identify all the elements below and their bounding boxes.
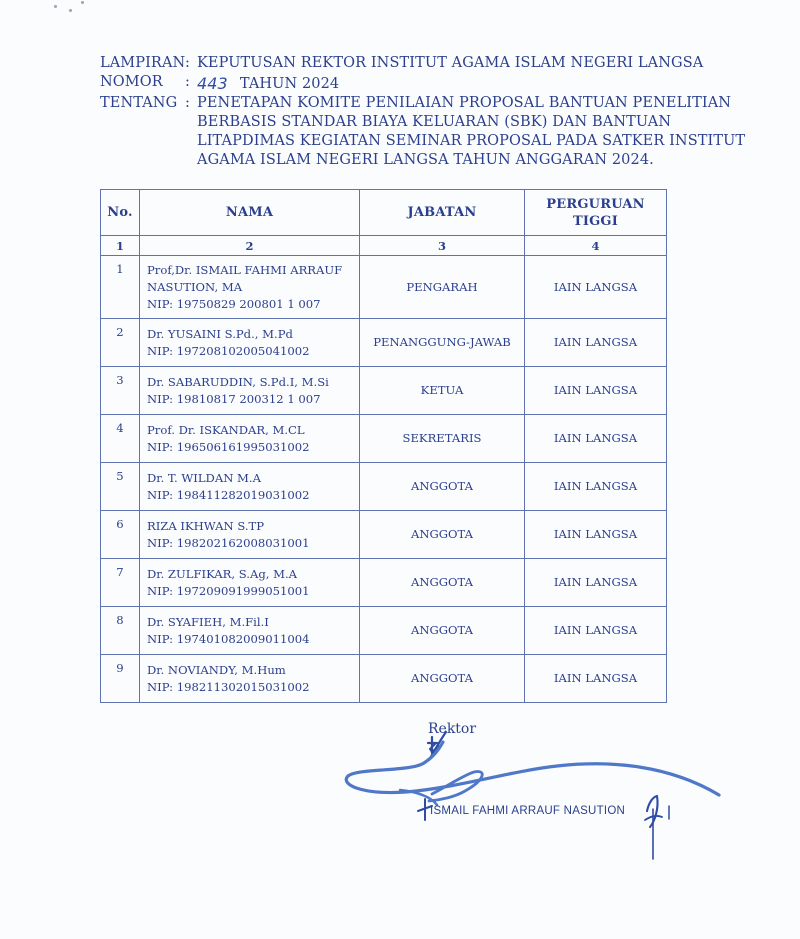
row-number: 3 (101, 367, 140, 415)
tentang-line: BERBASIS STANDAR BIAYA KELUARAN (SBK) DAN BANTUAN (197, 114, 672, 130)
member-cell (140, 655, 360, 703)
column-index: 4 (525, 236, 667, 256)
member-cell (140, 415, 360, 463)
lampiran-colon: : (185, 55, 190, 71)
scan-dot (81, 1, 84, 4)
column-index: 3 (360, 236, 525, 256)
member-institution: IAIN LANGSA (525, 607, 667, 655)
member-nip: NIP: 19810817 200312 1 007 (147, 392, 321, 406)
member-institution: IAIN LANGSA (525, 415, 667, 463)
table-row (101, 511, 667, 559)
scan-dot (69, 9, 72, 12)
row-number: 1 (101, 256, 140, 319)
member-role: ANGGOTA (360, 559, 525, 607)
tentang-colon: : (185, 95, 190, 111)
member-cell (140, 463, 360, 511)
tentang-row (100, 94, 746, 170)
scan-dot (54, 5, 57, 8)
nomor-year: TAHUN 2024 (239, 76, 340, 92)
signatory-name: ISMAIL FAHMI ARRAUF NASUTION (430, 805, 626, 817)
signatory-title: Rektor (428, 721, 477, 737)
member-name: Dr. NOVIANDY, M.Hum (147, 663, 286, 677)
member-cell (140, 559, 360, 607)
member-role: KETUA (360, 367, 525, 415)
handwritten-number: 443 (197, 74, 228, 93)
row-number: 6 (101, 511, 140, 559)
row-number: 9 (101, 655, 140, 703)
table-row (101, 256, 667, 319)
table-row (101, 559, 667, 607)
committee-table (100, 189, 667, 703)
tentang-value (197, 94, 745, 170)
member-cell (140, 256, 360, 319)
header-role: JABATAN (360, 190, 525, 236)
member-cell (140, 511, 360, 559)
committee-table-wrapper (100, 189, 666, 703)
member-institution: IAIN LANGSA (525, 319, 667, 367)
member-nip: NIP: 198211302015031002 (147, 680, 310, 694)
member-cell (140, 367, 360, 415)
table-row (101, 415, 667, 463)
member-institution: IAIN LANGSA (525, 559, 667, 607)
column-index-row (101, 236, 667, 256)
member-institution: IAIN LANGSA (525, 367, 667, 415)
attachment-header (100, 54, 746, 170)
member-name: Dr. T. WILDAN M.A (147, 471, 261, 485)
member-role: ANGGOTA (360, 463, 525, 511)
lampiran-label: LAMPIRAN (100, 55, 186, 71)
member-cell (140, 319, 360, 367)
tentang-line: AGAMA ISLAM NEGERI LANGSA TAHUN ANGGARAN 2024. (197, 152, 654, 168)
nomor-colon: : (185, 74, 190, 90)
tentang-line: LITAPDIMAS KEGIATAN SEMINAR PROPOSAL PADA SATKER INSTITUT (197, 133, 746, 149)
member-name: Prof,Dr. ISMAIL FAHMI ARRAUF NASUTION, MA (147, 263, 343, 294)
tentang-label: TENTANG (100, 95, 178, 111)
column-index: 2 (140, 236, 360, 256)
member-institution: IAIN LANGSA (525, 256, 667, 319)
lampiran-row (100, 54, 720, 73)
member-nip: NIP: 196506161995031002 (147, 440, 310, 454)
member-name: Dr. YUSAINI S.Pd., M.Pd (147, 327, 293, 341)
member-name: Dr. SABARUDDIN, S.Pd.I, M.Si (147, 375, 329, 389)
table-row (101, 319, 667, 367)
header-no: No. (101, 190, 140, 236)
member-name: RIZA IKHWAN S.TP (147, 519, 265, 533)
table-header-row (101, 190, 667, 236)
header-name: NAMA (140, 190, 360, 236)
member-nip: NIP: 197208102005041002 (147, 344, 310, 358)
member-role: SEKRETARIS (360, 415, 525, 463)
member-role: PENGARAH (360, 256, 525, 319)
member-nip: NIP: 197401082009011004 (147, 632, 310, 646)
member-role: ANGGOTA (360, 607, 525, 655)
nomor-label: NOMOR (100, 74, 163, 90)
row-number: 8 (101, 607, 140, 655)
member-nip: NIP: 19750829 200801 1 007 (147, 297, 321, 311)
nomor-row (100, 73, 720, 94)
header-institution: PERGURUAN TIGGI (525, 190, 667, 236)
member-cell (140, 607, 360, 655)
tentang-line: PENETAPAN KOMITE PENILAIAN PROPOSAL BANTUAN PENELITIAN (197, 95, 732, 111)
handwritten-signature (340, 718, 760, 868)
member-role: ANGGOTA (360, 511, 525, 559)
member-role: PENANGGUNG-JAWAB (360, 319, 525, 367)
signature-block (340, 718, 760, 868)
lampiran-value: KEPUTUSAN REKTOR INSTITUT AGAMA ISLAM NEGERI LANGSA (197, 55, 704, 71)
row-number: 5 (101, 463, 140, 511)
member-institution: IAIN LANGSA (525, 655, 667, 703)
member-name: Dr. ZULFIKAR, S.Ag, M.A (147, 567, 298, 581)
table-row (101, 367, 667, 415)
member-institution: IAIN LANGSA (525, 463, 667, 511)
table-row (101, 607, 667, 655)
member-name: Dr. SYAFIEH, M.Fil.I (147, 615, 269, 629)
member-role: ANGGOTA (360, 655, 525, 703)
table-row (101, 655, 667, 703)
row-number: 2 (101, 319, 140, 367)
row-number: 4 (101, 415, 140, 463)
member-nip: NIP: 197209091999051001 (147, 584, 310, 598)
member-institution: IAIN LANGSA (525, 511, 667, 559)
member-nip: NIP: 198411282019031002 (147, 488, 310, 502)
row-number: 7 (101, 559, 140, 607)
table-row (101, 463, 667, 511)
scan-marks (54, 0, 84, 14)
member-nip: NIP: 198202162008031001 (147, 536, 310, 550)
nomor-value-group (197, 73, 720, 94)
member-name: Prof. Dr. ISKANDAR, M.CL (147, 423, 305, 437)
column-index: 1 (101, 236, 140, 256)
